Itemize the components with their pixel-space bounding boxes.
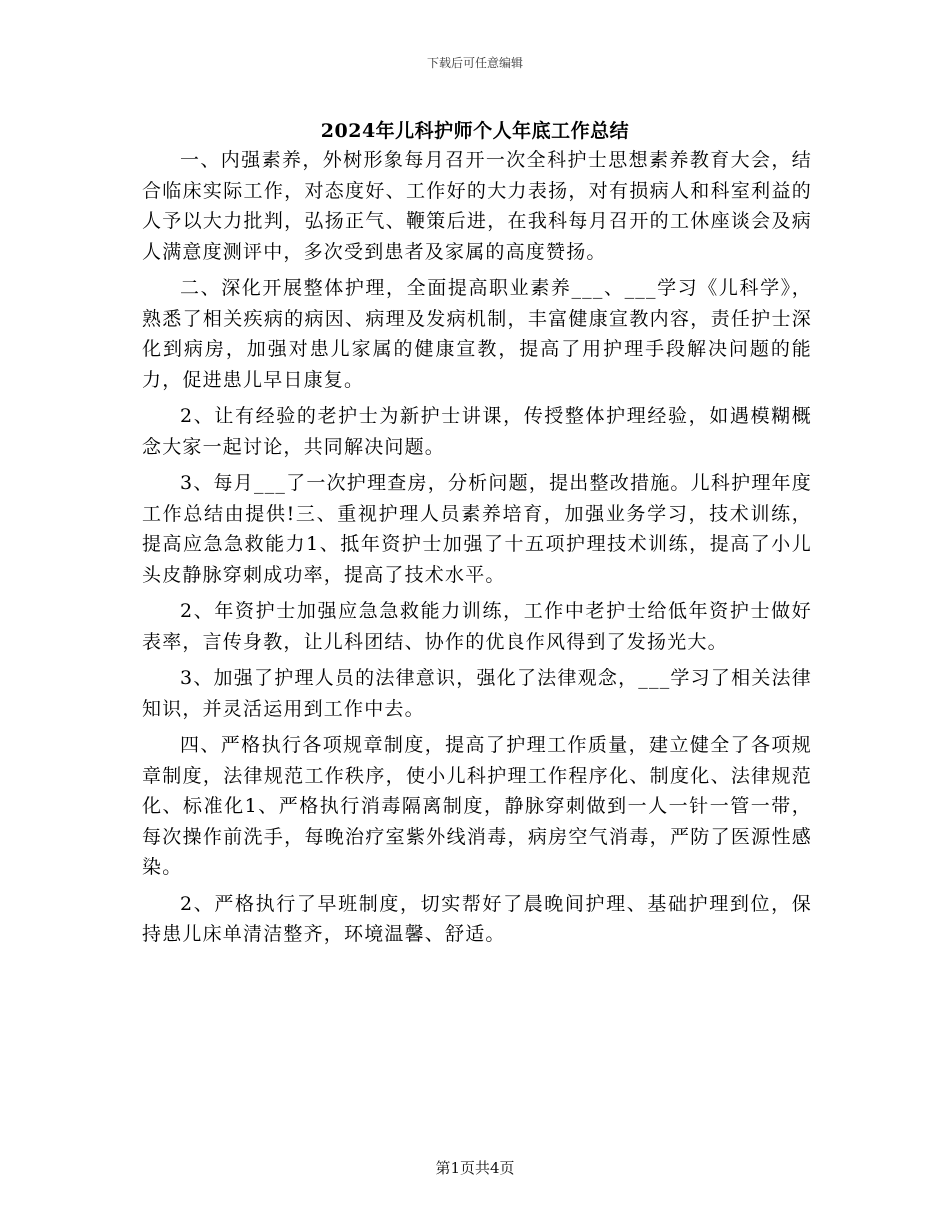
paragraph-6: 3、加强了护理人员的法律意识，强化了法律观念，___学习了相关法律知识，并灵活运用到工作中去。 bbox=[142, 667, 812, 720]
document-title: 2024年儿科护师个人年底工作总结 bbox=[320, 120, 630, 142]
page-number: 第1页共4页 bbox=[435, 1159, 515, 1177]
paragraph-4: 3、每月___了一次护理查房，分析问题，提出整改措施。儿科护理年度工作总结由提供!三、重视护理人员素养培育，加强业务学习，技术训练，提高应急急救能力1、抵年资护士加强了十五项护理技术训练，提高了小儿头皮静脉穿刺成功率，提高了技术水平。 bbox=[142, 472, 812, 586]
paragraph-7: 四、严格执行各项规章制度，提高了护理工作质量，建立健全了各项规章制度，法律规范工作秩序，使小儿科护理工作程序化、制度化、法律规范化、标准化1、严格执行消毒隔离制度，静脉穿刺做到一人一针一管一带，每次操作前洗手，每晚治疗室紫外线消毒，病房空气消毒，严防了医源性感染。 bbox=[142, 734, 812, 878]
paragraph-2: 二、深化开展整体护理，全面提高职业素养___、___学习《儿科学》，熟悉了相关疾病的病因、病理及发病机制，丰富健康宣教内容，责任护士深化到病房，加强对患儿家属的健康宣教，提高了用护理手段解决问题的能力，促进患儿早日康复。 bbox=[142, 277, 812, 391]
paragraph-1: 一、内强素养，外树形象每月召开一次全科护士思想素养教育大会，结合临床实际工作，对态度好、工作好的大力表扬，对有损病人和科室利益的人予以大力批判，弘扬正气、鞭策后进，在我科每月召开的工休座谈会及病人满意度测评中，多次受到患者及家属的高度赞扬。 bbox=[142, 149, 812, 263]
paragraph-8: 2、严格执行了早班制度，切实帮好了晨晚间护理、基础护理到位，保持患儿床单清洁整齐，环境温馨、舒适。 bbox=[142, 892, 812, 945]
page-header-note: 下载后可任意编辑 bbox=[426, 56, 523, 70]
paragraph-5: 2、年资护士加强应急急救能力训练，工作中老护士给低年资护士做好表率，言传身教，让儿科团结、协作的优良作风得到了发扬光大。 bbox=[142, 600, 812, 653]
document-body bbox=[142, 145, 812, 956]
paragraph-3: 2、让有经验的老护士为新护士讲课，传授整体护理经验，如遇模糊概念大家一起讨论，共同解决问题。 bbox=[142, 405, 812, 458]
